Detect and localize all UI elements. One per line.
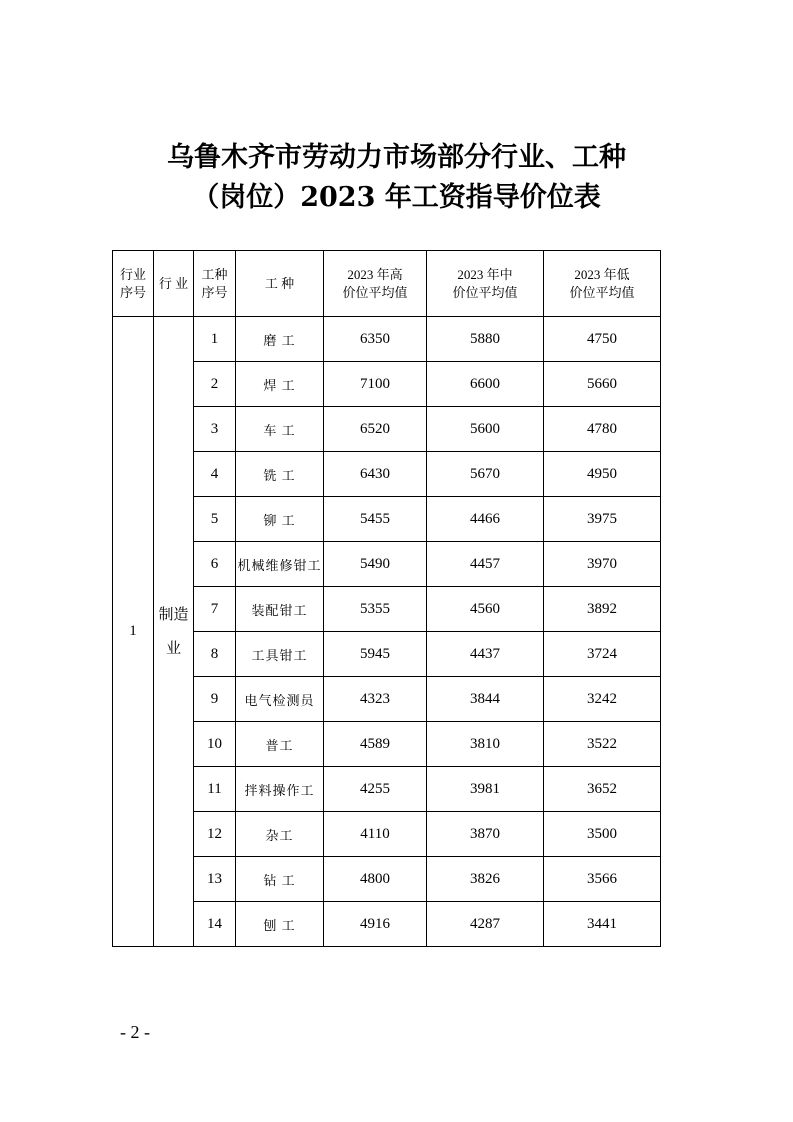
header-high-price: 2023 年高 价位平均值 bbox=[324, 251, 427, 317]
high-price-cell: 6520 bbox=[324, 407, 427, 452]
job-no-cell: 14 bbox=[194, 902, 236, 947]
mid-price-cell: 5670 bbox=[427, 452, 544, 497]
table-row bbox=[113, 722, 661, 767]
job-no-cell: 3 bbox=[194, 407, 236, 452]
job-name-cell: 铆 工 bbox=[236, 497, 324, 542]
header-industry-no: 行业 序号 bbox=[113, 251, 154, 317]
header-mid-price: 2023 年中 价位平均值 bbox=[427, 251, 544, 317]
high-price-cell: 4589 bbox=[324, 722, 427, 767]
wage-guide-table bbox=[112, 250, 661, 947]
job-no-cell: 10 bbox=[194, 722, 236, 767]
job-no-cell: 5 bbox=[194, 497, 236, 542]
industry-label: 制造 业 bbox=[158, 606, 189, 657]
low-price-cell: 3566 bbox=[544, 857, 661, 902]
job-no-cell: 11 bbox=[194, 767, 236, 812]
job-name-cell: 杂工 bbox=[236, 812, 324, 857]
low-price-cell: 4780 bbox=[544, 407, 661, 452]
job-name-cell: 拌料操作工 bbox=[236, 767, 324, 812]
job-no-cell: 2 bbox=[194, 362, 236, 407]
job-no-cell: 12 bbox=[194, 812, 236, 857]
low-price-cell: 3970 bbox=[544, 542, 661, 587]
high-price-cell: 5490 bbox=[324, 542, 427, 587]
low-price-cell: 4950 bbox=[544, 452, 661, 497]
job-no-cell: 13 bbox=[194, 857, 236, 902]
table-row bbox=[113, 587, 661, 632]
table-header-row bbox=[113, 251, 661, 317]
job-name-cell: 机械维修钳工 bbox=[236, 542, 324, 587]
job-name-cell: 刨 工 bbox=[236, 902, 324, 947]
header-job: 工 种 bbox=[236, 251, 324, 317]
job-no-cell: 6 bbox=[194, 542, 236, 587]
low-price-cell: 3441 bbox=[544, 902, 661, 947]
page-number: - 2 - bbox=[120, 1022, 150, 1042]
mid-price-cell: 3826 bbox=[427, 857, 544, 902]
mid-price-cell: 5880 bbox=[427, 317, 544, 362]
high-price-cell: 4323 bbox=[324, 677, 427, 722]
mid-price-cell: 4466 bbox=[427, 497, 544, 542]
table-row bbox=[113, 812, 661, 857]
mid-price-cell: 4457 bbox=[427, 542, 544, 587]
table-row bbox=[113, 542, 661, 587]
job-no-cell: 1 bbox=[194, 317, 236, 362]
table-row bbox=[113, 317, 661, 362]
high-price-cell: 5455 bbox=[324, 497, 427, 542]
low-price-cell: 3242 bbox=[544, 677, 661, 722]
job-name-cell: 工具钳工 bbox=[236, 632, 324, 677]
industry-cell bbox=[154, 317, 194, 947]
table-row bbox=[113, 362, 661, 407]
low-price-cell: 5660 bbox=[544, 362, 661, 407]
mid-price-cell: 3810 bbox=[427, 722, 544, 767]
mid-price-cell: 3870 bbox=[427, 812, 544, 857]
job-no-cell: 9 bbox=[194, 677, 236, 722]
low-price-cell: 3724 bbox=[544, 632, 661, 677]
high-price-cell: 4110 bbox=[324, 812, 427, 857]
job-name-cell: 电气检测员 bbox=[236, 677, 324, 722]
page-title-line2: （岗位）2023 年工资指导价位表 bbox=[192, 182, 601, 213]
low-price-cell: 3975 bbox=[544, 497, 661, 542]
job-no-cell: 8 bbox=[194, 632, 236, 677]
mid-price-cell: 4437 bbox=[427, 632, 544, 677]
page-title-line1: 乌鲁木齐市劳动力市场部分行业、工种 bbox=[167, 142, 626, 173]
job-name-cell: 焊 工 bbox=[236, 362, 324, 407]
job-name-cell: 钻 工 bbox=[236, 857, 324, 902]
mid-price-cell: 3981 bbox=[427, 767, 544, 812]
job-name-cell: 车 工 bbox=[236, 407, 324, 452]
table-row bbox=[113, 407, 661, 452]
job-name-cell: 铣 工 bbox=[236, 452, 324, 497]
high-price-cell: 6430 bbox=[324, 452, 427, 497]
low-price-cell: 3522 bbox=[544, 722, 661, 767]
table-row bbox=[113, 677, 661, 722]
table-row bbox=[113, 767, 661, 812]
low-price-cell: 3892 bbox=[544, 587, 661, 632]
job-name-cell: 普工 bbox=[236, 722, 324, 767]
high-price-cell: 7100 bbox=[324, 362, 427, 407]
table-row bbox=[113, 497, 661, 542]
industry-no-cell: 1 bbox=[113, 317, 154, 947]
table-row bbox=[113, 902, 661, 947]
high-price-cell: 4800 bbox=[324, 857, 427, 902]
table-row bbox=[113, 452, 661, 497]
mid-price-cell: 3844 bbox=[427, 677, 544, 722]
mid-price-cell: 6600 bbox=[427, 362, 544, 407]
mid-price-cell: 4560 bbox=[427, 587, 544, 632]
table-row bbox=[113, 857, 661, 902]
high-price-cell: 5355 bbox=[324, 587, 427, 632]
high-price-cell: 5945 bbox=[324, 632, 427, 677]
high-price-cell: 4255 bbox=[324, 767, 427, 812]
low-price-cell: 3500 bbox=[544, 812, 661, 857]
table-row bbox=[113, 632, 661, 677]
header-job-no: 工种 序号 bbox=[194, 251, 236, 317]
mid-price-cell: 4287 bbox=[427, 902, 544, 947]
job-no-cell: 4 bbox=[194, 452, 236, 497]
high-price-cell: 6350 bbox=[324, 317, 427, 362]
low-price-cell: 3652 bbox=[544, 767, 661, 812]
low-price-cell: 4750 bbox=[544, 317, 661, 362]
job-name-cell: 磨 工 bbox=[236, 317, 324, 362]
high-price-cell: 4916 bbox=[324, 902, 427, 947]
mid-price-cell: 5600 bbox=[427, 407, 544, 452]
job-name-cell: 装配钳工 bbox=[236, 587, 324, 632]
job-no-cell: 7 bbox=[194, 587, 236, 632]
header-low-price: 2023 年低 价位平均值 bbox=[544, 251, 661, 317]
table-body bbox=[113, 317, 661, 947]
header-industry: 行 业 bbox=[154, 251, 194, 317]
